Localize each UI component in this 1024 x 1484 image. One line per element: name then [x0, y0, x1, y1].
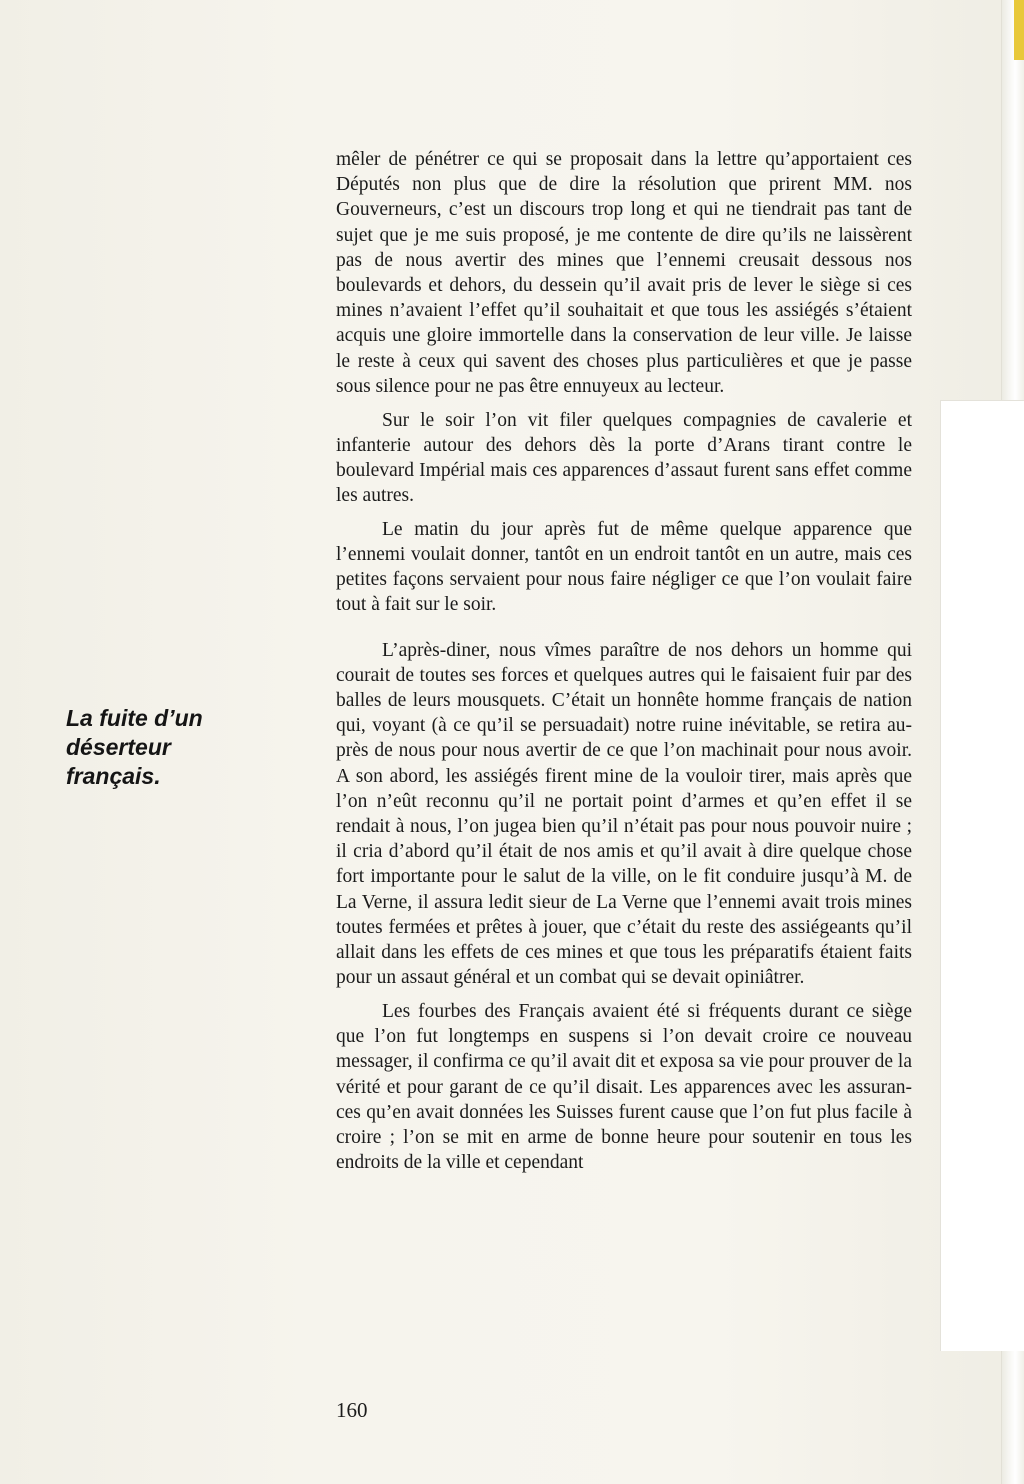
margin-heading-line: La fuite d’un: [66, 705, 203, 731]
paragraph: L’après-diner, nous vîmes paraître de nos dehors un homme qui courait de toutes ses forces et quelques autres qui le faisaient fuir par des balles de leurs mousquets. C’était un honnête homme français de nation qui, voyant (à ce qu’il se persuadait) notre ruine inévitable, se retira auprès de nous pour nous avertir de ce que l’on machinait pour nous avoir. A son abord, les assiégés firent mine de la vouloir tirer, mais après que l’on n’eût reconnu qu’il ne portait point d’armes et qu’en effet il se rendait à nous, l’on jugea bien qu’il n’était pas pour nous pouvoir nuire ; il cria d’abord qu’il était de nos amis et qu’il avait à dire quelque chose fort importante pour le salut de la ville, on le fit conduire jusqu’à M. de La Verne, il assura ledit sieur de La Verne que l’ennemi avait trois mines toutes fermées et prêtes à jouer, que c’était du reste des assiégeants qu’il allait dans les effets de ces mines et que tous les préparatifs étaient faits pour un assaut général et un combat qui se devait opiniâtrer.: [336, 639, 912, 989]
paragraph: Le matin du jour après fut de même quelque apparence que l’ennemi voulait donner, tantôt en un endroit tantôt en un autre, mais ces petites façons servaient pour nous faire négliger ce que l’on voulait faire tout à fait sur le soir.: [336, 518, 912, 616]
body-text: [336, 147, 912, 1184]
page-number: 160: [336, 1398, 368, 1422]
paragraph: Les fourbes des Français avaient été si fréquents durant ce siège que l’on fut longtemps en suspens si l’on devait croire ce nouveau messager, il confirma ce qu’il avait dit et exposa sa vie pour prouver de la vérité et pour garant de ce qu’il disait. Les apparences avec les assurances qu’en avait données les Suisses furent cause que l’on fut plus facile à croire ; l’on se mit en arme de bonne heure pour soutenir en tous les endroits de la ville et cependant: [336, 1001, 912, 1174]
pasted-paper-slip: [940, 400, 1024, 1351]
bookmark-ribbon: [1014, 0, 1024, 60]
margin-heading-line: français.: [66, 763, 161, 789]
paragraph: mêler de pénétrer ce qui se proposait dans la lettre qu’apportaient ces Députés non plus que de dire la résolution que prirent MM. nos Gouverneurs, c’est un discours trop long et qui ne tiendrait pas tant de sujet que je me suis proposé, je me contente de dire qu’ils ne laissèrent pas de nous avertir des mines que l’ennemi creusait dessous nos boulevards et dehors, du dessein qu’il avait pris de lever le siège si ces mines n’avaient l’effet qu’il souhaitait et que tous les assiégés s’étaient acquis une gloire immortelle dans la conservation de leur ville. Je laisse le reste à ceux qui savent des choses plus particulières et que je passe sous silence pour ne pas être ennuyeux au lecteur.: [336, 149, 912, 397]
margin-heading-line: déserteur: [66, 734, 171, 760]
paragraph: Sur le soir l’on vit filer quelques compagnies de cavalerie et infanterie autour des dehors dès la porte d’Arans tirant contre le boulevard Impérial mais ces apparences d’assaut furent sans effet comme les autres.: [336, 409, 912, 507]
margin-heading: [66, 704, 266, 791]
